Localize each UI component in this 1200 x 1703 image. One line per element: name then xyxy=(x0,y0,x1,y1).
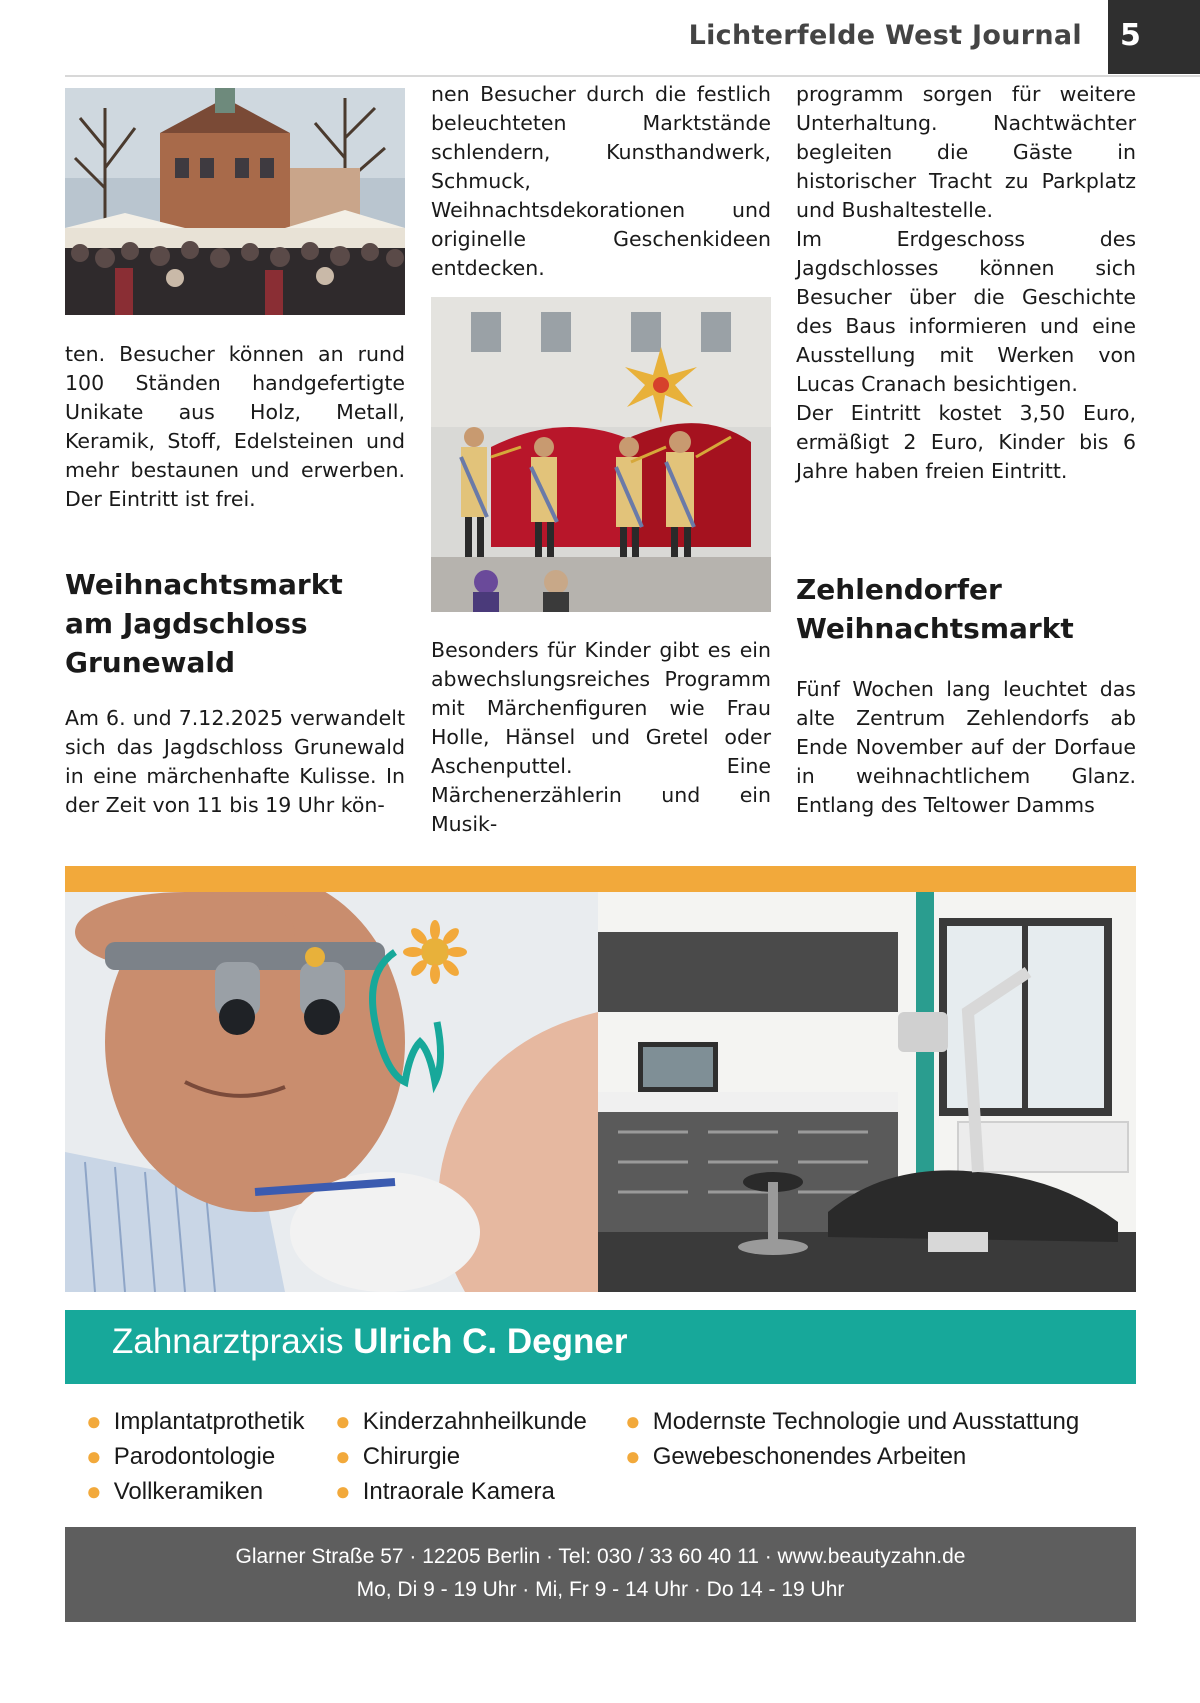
dentist-photo xyxy=(65,892,598,1292)
col3-text-top xyxy=(796,80,1136,486)
bullet-icon: ● xyxy=(335,1441,351,1471)
brand-prefix: Zahnarztpraxis xyxy=(112,1322,344,1361)
page-number: 5 xyxy=(1120,18,1141,53)
service-label: Gewebeschonendes Arbeiten xyxy=(652,1443,967,1470)
journal-title: Lichterfelde West Journal xyxy=(688,20,1082,51)
service-item xyxy=(625,1404,1079,1439)
treatment-room-photo xyxy=(598,892,1136,1292)
service-label: Parodontologie xyxy=(113,1443,276,1470)
service-label: Implantatprothetik xyxy=(113,1408,305,1435)
ad-address-line: Glarner Straße 57 · 12205 Berlin · Tel: 030 / 33 60 40 11 · www.beautyzahn.de xyxy=(235,1545,966,1568)
christmas-market-photo xyxy=(65,88,405,315)
ad-hours-line: Mo, Di 9 - 19 Uhr · Mi, Fr 9 - 14 Uhr · Do 14 - 19 Uhr xyxy=(356,1578,845,1601)
bullet-icon: ● xyxy=(86,1441,102,1471)
service-label: Modernste Technologie und Ausstattung xyxy=(652,1408,1080,1435)
ad-orange-bar xyxy=(65,866,1136,892)
bullet-icon: ● xyxy=(86,1406,102,1436)
bullet-icon: ● xyxy=(625,1406,641,1436)
col2-text-bottom xyxy=(431,636,771,839)
service-item xyxy=(86,1474,305,1509)
bullet-icon: ● xyxy=(335,1406,351,1436)
col1-paragraph-2: Am 6. und 7.12.2025 verwandelt sich das Jagdschloss Grunewald in eine märchenhafte Kulisse. In der Zeit von 11 bis 19 Uhr kön- xyxy=(65,706,405,817)
col3-paragraph-4: Fünf Wochen lang leuchtet das alte Zentrum Zehlendorfs ab Ende November auf der Dorfaue in weihnachtlichem Glanz. Entlang des Teltower Damms xyxy=(796,677,1136,817)
service-item xyxy=(86,1404,305,1439)
col3-heading: Zehlendorfer Weihnachtsmarkt xyxy=(796,573,1074,645)
ad-contact-footer xyxy=(65,1527,1136,1622)
service-item xyxy=(625,1439,1079,1474)
bullet-icon: ● xyxy=(86,1476,102,1506)
ad-brand-text xyxy=(112,1322,627,1362)
col3-paragraph-3: Der Eintritt kostet 3,50 Euro, ermäßigt 2 Euro, Kinder bis 6 Jahre haben freien Eintritt. xyxy=(796,401,1136,483)
service-item xyxy=(335,1474,587,1509)
brass-band-photo xyxy=(431,297,771,612)
col3-paragraph-1: programm sorgen für weitere Unterhaltung. Nachtwächter begleiten die Gäste in historischer Tracht zu Parkplatz und Bushaltestelle. xyxy=(796,82,1136,222)
service-item xyxy=(86,1439,305,1474)
col3-text-bottom xyxy=(796,675,1136,820)
col2-paragraph-2: Besonders für Kinder gibt es ein abwechslungsreiches Programm mit Märchenfiguren wie Frau Holle, Hänsel und Gretel oder Aschenputtel. Eine Märchenerzählerin und ein Musik- xyxy=(431,638,771,836)
service-item xyxy=(335,1404,587,1439)
col2-paragraph-1: nen Besucher durch die festlich beleuchteten Marktstände schlendern, Kunsthandwerk, Schmuck, Weihnachtsdekorationen und originelle Geschenkideen entdecken. xyxy=(431,82,771,280)
services-col2 xyxy=(335,1404,587,1509)
service-item xyxy=(335,1439,587,1474)
services-col3 xyxy=(625,1404,1079,1474)
service-label: Intraorale Kamera xyxy=(362,1478,555,1505)
col3-paragraph-2: Im Erdgeschoss des Jagdschlosses können sich Besucher über die Geschichte des Baus informieren und eine Ausstellung mit Werken von Lucas Cranach besichtigen. xyxy=(796,227,1136,396)
service-label: Vollkeramiken xyxy=(113,1478,264,1505)
bullet-icon: ● xyxy=(335,1476,351,1506)
header-divider xyxy=(65,75,1200,77)
services-col1 xyxy=(86,1404,305,1509)
bullet-icon: ● xyxy=(625,1441,641,1471)
col1-heading: Weihnachtsmarkt am Jagdschloss Grunewald xyxy=(65,568,343,679)
brand-name: Ulrich C. Degner xyxy=(353,1322,628,1361)
col2-text-top xyxy=(431,80,771,283)
col1-paragraph-1: ten. Besucher können an rund 100 Ständen handgefertigte Unikate aus Holz, Metall, Keramik, Stoff, Edelsteinen und mehr bestaunen und erwerben. Der Eintritt ist frei. xyxy=(65,342,405,511)
col1-text-top xyxy=(65,340,405,514)
service-label: Kinderzahnheilkunde xyxy=(362,1408,587,1435)
col1-text-bottom xyxy=(65,704,405,820)
service-label: Chirurgie xyxy=(362,1443,461,1470)
